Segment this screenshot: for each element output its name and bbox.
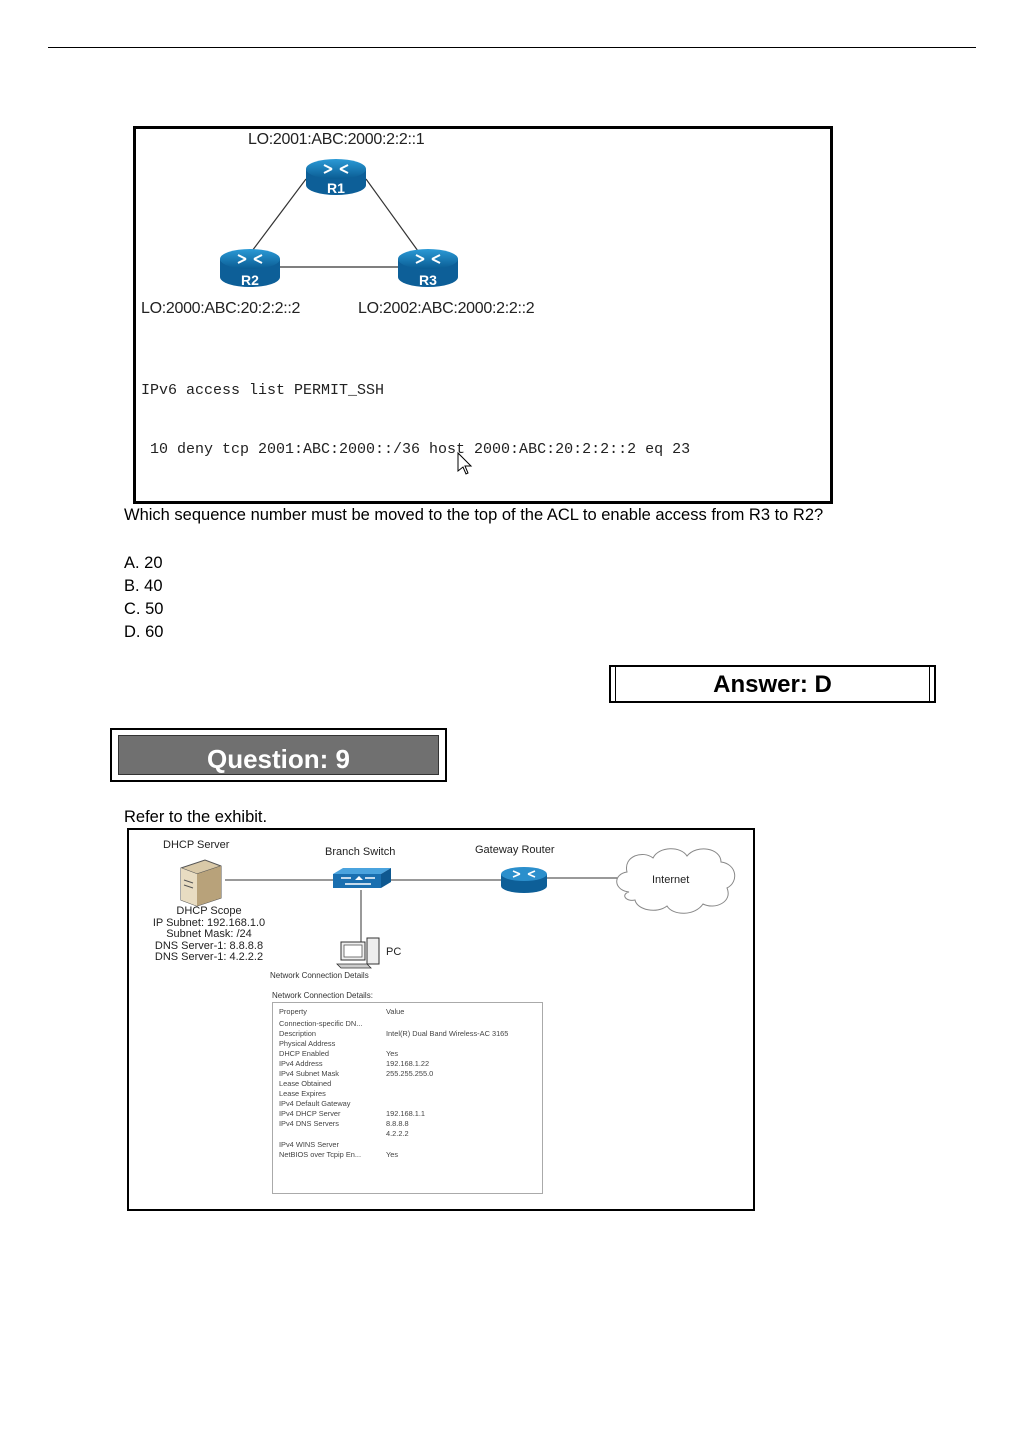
option-d: D. 60 [124,623,164,641]
link-r1-r2 [252,179,306,251]
question-header-bar [118,735,439,775]
ncd-row-property: IPv4 Address [279,1059,323,1068]
acl-line [141,499,771,504]
r3-loopback-label: LO:2002:ABC:2000:2:2::2 [358,300,535,317]
ncd-window-title: Network Connection Details [270,971,369,980]
ncd-header-value: Value [386,1007,405,1016]
ncd-row-property: IPv4 Subnet Mask [279,1069,339,1078]
ncd-row-property: IPv4 WINS Server [279,1140,339,1149]
ncd-row-property: Physical Address [279,1039,336,1048]
ncd-row-value: Yes [386,1150,399,1159]
ncd-caption: Network Connection Details: [272,991,373,1000]
option-c: C. 50 [124,600,164,618]
link-r1-r3 [366,179,418,251]
scope-line: DNS Server-1: 4.2.2.2 [154,951,264,964]
option-a: A. 20 [124,554,163,572]
scope-line: DHCP Scope [176,905,242,917]
answer-options [124,552,163,644]
r2-loopback-label: LO:2000:ABC:20:2:2::2 [141,300,301,317]
branch-switch-label: Branch Switch [325,846,396,858]
acl-line: IPv6 access list PERMIT_SSH [141,382,385,400]
refer-text: Refer to the exhibit. [124,808,268,826]
scope-line: IP Subnet: 192.168.1.0 [152,916,266,929]
router-r1-label: R1 [327,180,345,196]
scope-line: DNS Server-1: 8.8.8.8 [154,939,264,952]
ncd-header-property: Property [279,1007,307,1016]
r1-loopback-label: LO:2001:ABC:2000:2:2::1 [248,131,425,148]
ncd-row-property: Lease Expires [279,1089,326,1098]
ncd-row-value: 192.168.1.1 [386,1109,426,1118]
option-b: B. 40 [124,577,163,595]
question-header [110,728,447,782]
ncd-row-value: Intel(R) Dual Band Wireless-AC 3165 [386,1029,509,1038]
exhibit-ipv6-topology [133,126,833,504]
ncd-row-property: IPv4 DNS Servers [279,1119,339,1128]
ncd-row-value: Yes [386,1049,399,1058]
acl-config [141,342,771,504]
pc-icon [337,938,379,968]
internet-label: Internet [652,874,690,886]
dhcp-server-icon [181,860,221,906]
acl-line: 10 deny tcp 2001:ABC:2000::/36 host 2000:ABC:20:2:2::2 eq 23 [141,440,691,458]
ncd-row-value: 192.168.1.22 [386,1059,430,1068]
ncd-row-property: Connection-specific DN... [279,1019,363,1028]
question-header-text: Question: 9 [206,744,350,774]
ncd-row-property: Lease Obtained [279,1079,332,1088]
gateway-router-label: Gateway Router [475,844,555,856]
header-rule [48,47,976,48]
branch-switch-icon [333,868,391,888]
router-r2-label: R2 [241,272,259,288]
answer-box [609,665,936,703]
dhcp-server-label: DHCP Server [163,839,230,851]
ncd-row-value: 8.8.8.8 [386,1119,409,1128]
ncd-row-property: NetBIOS over Tcpip En... [279,1150,362,1159]
exhibit-dhcp-network [127,828,755,1211]
router-r3-label: R3 [419,272,437,288]
gateway-router-icon [501,867,547,893]
ncd-row-value: 255.255.255.0 [386,1069,434,1078]
dhcp-scope-info [139,906,279,964]
ncd-row-property: IPv4 DHCP Server [279,1109,341,1118]
pc-label: PC [386,946,402,958]
scope-line: Subnet Mask: /24 [166,928,252,941]
ncd-row-value: 4.2.2.2 [386,1129,409,1138]
ncd-details-table [272,1002,543,1194]
ncd-row-property: DHCP Enabled [279,1049,329,1058]
ncd-row-property: IPv4 Default Gateway [279,1099,351,1108]
ncd-row-property: Description [279,1029,316,1038]
answer-text: Answer: D [713,671,832,698]
question-text: Which sequence number must be moved to the top of the ACL to enable access from R3 to R2? [124,506,824,524]
